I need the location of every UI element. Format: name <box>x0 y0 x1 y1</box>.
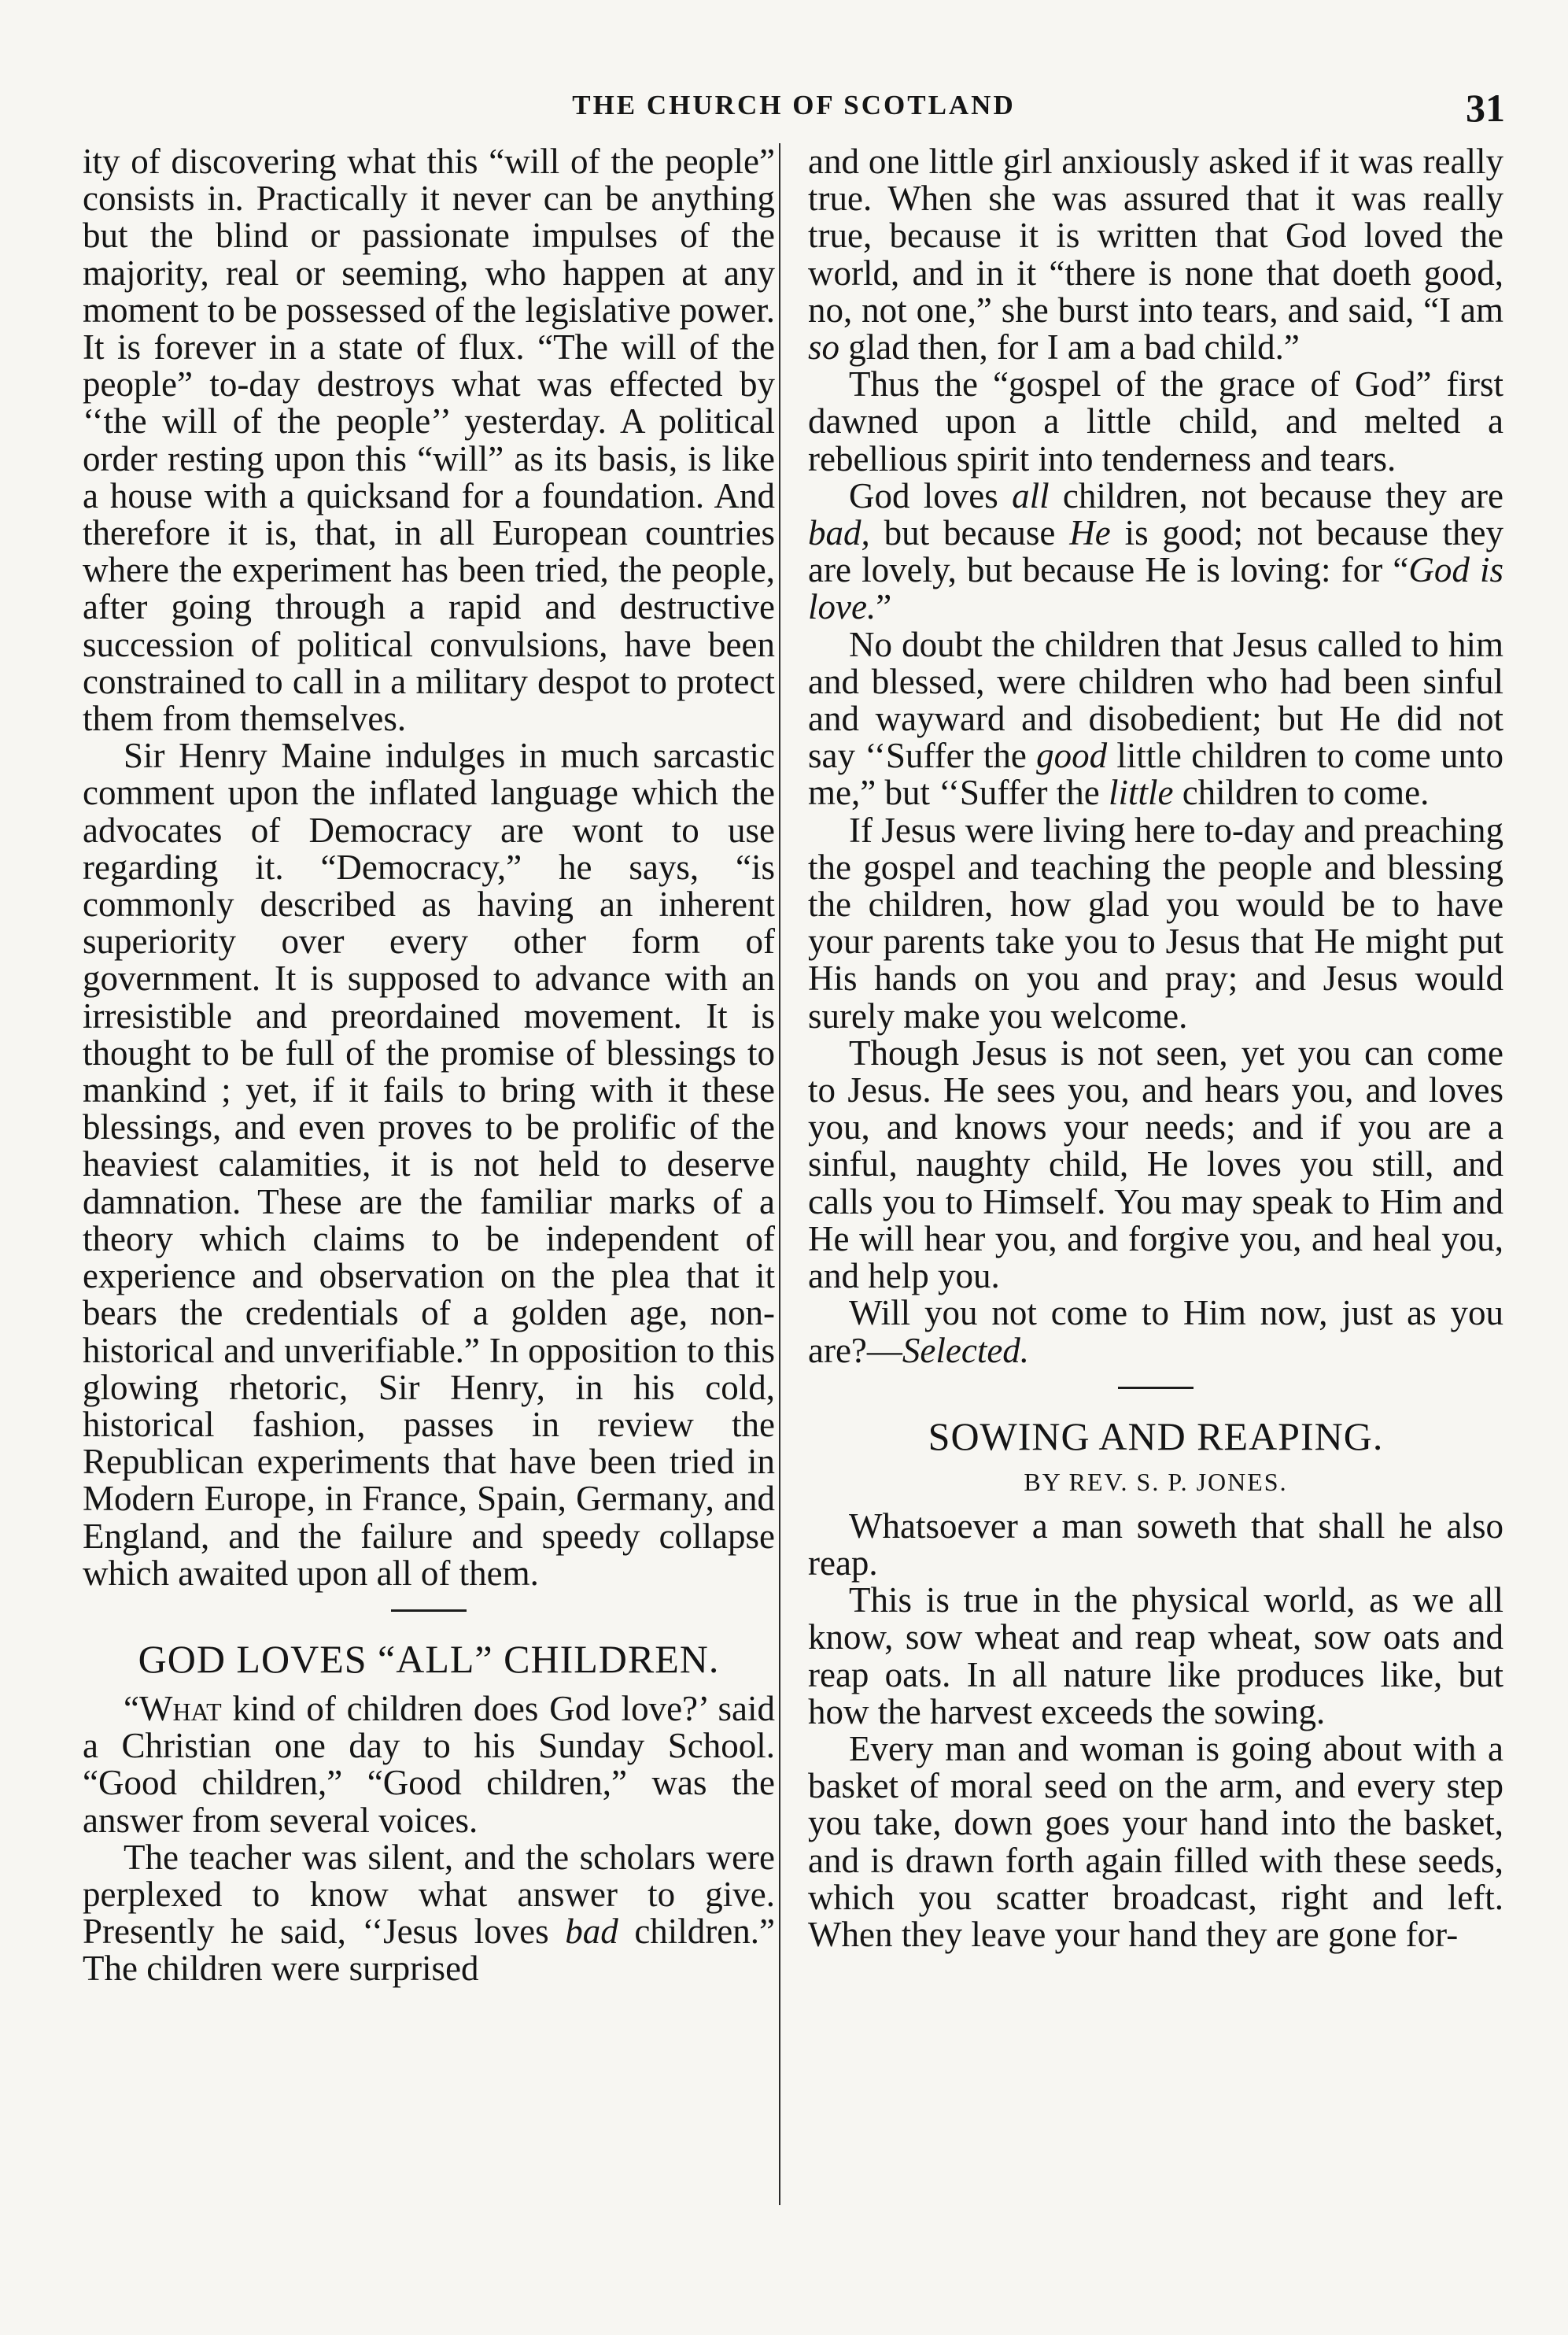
paragraph-text: is good; not because they are lovely, but because He is loving: for “ <box>808 513 1503 590</box>
paragraph <box>808 143 1503 366</box>
emphasis: He <box>1069 513 1111 553</box>
page-number: 31 <box>1466 86 1505 130</box>
paragraph <box>808 475 1503 627</box>
section-separator <box>1118 1387 1194 1389</box>
paragraph-text: kind of children does God love?’ said a Christian one day to his Sunday School. “Good children,” “Good children,” was the answer from several voices. <box>83 1688 775 1840</box>
paragraph-text: children, not because they are <box>1049 475 1503 515</box>
paragraph: Whatsoever a man soweth that shall he also reap. <box>808 1506 1503 1583</box>
emphasis: bad <box>565 1912 618 1952</box>
paragraph-text: The teacher was silent, and the scholars were perplexed to know what answer to give. Presently he said, ‘‘Jesus loves <box>83 1837 775 1952</box>
page-header <box>83 85 1505 132</box>
paragraph-text: children.” The children were surprised <box>83 1912 775 1989</box>
article-title-sowing-and-reaping: SOWING AND REAPING. <box>928 1413 1384 1458</box>
left-column <box>83 143 775 1988</box>
paragraph-text: God loves <box>849 475 1013 515</box>
emphasis: Selected. <box>902 1330 1030 1370</box>
section-separator <box>391 1609 467 1612</box>
paragraph: Thus the “gospel of the grace of God” first dawned upon a little child, and melted a rebellious spirit into tenderness and tears. <box>808 364 1503 478</box>
article-title-god-loves-all-children: GOD LOVES “ALL” CHILDREN. <box>138 1636 720 1681</box>
paragraph: This is true in the physical world, as we all know, sow wheat and reap wheat, sow oats and reap oats. In all nature like produces like, but how the harvest exceeds the sowing. <box>808 1580 1503 1731</box>
running-title: THE CHURCH OF SCOTLAND <box>572 90 1016 120</box>
paragraph: Sir Henry Maine indulges in much sarcastic comment upon the inflated language which the advocates of Democracy are wont to use regarding it. “Democracy,” he says, “is commonly described as having an inherent superiority over every other form of government. It is supposed to advance with an irresistible and preordained movement. It is thought to be full of the promise of blessings to mankind ; yet, if it fails to bring with it these blessings, and even proves to be prolific of the heaviest calamities, it is not held to deserve damnation. These are the familiar marks of a theory which claims to be independent of experience and observation on the plea that it bears the credentials of a golden age, non-historical and unverifiable.” In opposition to this glowing rhetoric, Sir Henry, in his cold, historical fashion, passes in review the Republican experiments that have been tried in Modern Europe, in France, Spain, Germany, and England, and the failure and speedy collapse which awaited upon all of them. <box>83 736 775 1593</box>
byline: BY REV. S. P. JONES. <box>1024 1467 1288 1496</box>
right-column <box>808 143 1503 1953</box>
paragraph-text: children to come. <box>1173 773 1430 813</box>
paragraph-text: little children to come unto me,” but ‘‘Suffer the <box>808 736 1503 813</box>
paragraph-text: Will you not come to Him now, just as you are?— <box>808 1293 1503 1370</box>
emphasis: little <box>1108 773 1174 813</box>
paragraph: Every man and woman is going about with a basket of moral seed on the arm, and every step you take, down goes your hand into the basket, and is drawn forth again filled with these seeds, which you scatter broadcast, right and left. When they leave your hand they are gone for- <box>808 1728 1503 1954</box>
paragraph-text: ” <box>876 587 892 627</box>
paragraph <box>808 1295 1503 1369</box>
emphasis: good <box>1036 736 1108 776</box>
emphasis: bad, <box>808 513 870 553</box>
paragraph: If Jesus were living here to-day and preaching the gospel and teaching the people and blessing the children, how glad you would be to have your parents take you to Jesus that He might put His hands on you and pray; and Jesus would surely make you welcome. <box>808 810 1503 1036</box>
paragraph-text: but because <box>869 513 1070 553</box>
emphasis: so <box>808 327 840 368</box>
emphasis: all <box>1012 475 1050 515</box>
paragraph: ity of discovering what this “will of the people” consists in. Practically it never can be anything but the blind or passionate impulses of the majority, real or seeming, who happen at any moment to be possessed of the legislative power. It is forever in a state of flux. “The will of the people” to-day destroys what was effected by ‘‘the will of the people’’ yesterday. A political order resting upon this “will” as its basis, is like a house with a quicksand for a foundation. And therefore it is, that, in all European countries where the experiment has been tried, the people, after going through a rapid and destructive succession of political convulsions, have been constrained to call in a military despot to protect them from themselves. <box>83 142 775 739</box>
paragraph-text: No doubt the children that Jesus called to him and blessed, were children who had been sinful and wayward and disobedient; but He did not say ‘‘Suffer the <box>808 624 1503 776</box>
paragraph <box>83 1690 775 1839</box>
paragraph-text: glad then, for I am a bad child.” <box>839 327 1300 368</box>
paragraph <box>808 626 1503 812</box>
emphasis: God is love. <box>808 550 1503 627</box>
drop-word: “What <box>124 1688 222 1728</box>
paragraph: Though Jesus is not seen, yet you can come to Jesus. He sees you, and hears you, and loves you, and knows your needs; and if you are a sinful, naughty child, He loves you still, and calls you to Himself. You may speak to Him and He will hear you, and forgive you, and heal you, and help you. <box>808 1033 1503 1296</box>
column-divider <box>779 143 780 2205</box>
paragraph-text: and one little girl anxiously asked if it was really true. When she was assured that it was really true, because it is written that God loved the world, and in it “there is none that doeth good, no, not one,” she burst into tears, and said, “I am <box>808 142 1503 330</box>
paragraph <box>83 1839 775 1988</box>
